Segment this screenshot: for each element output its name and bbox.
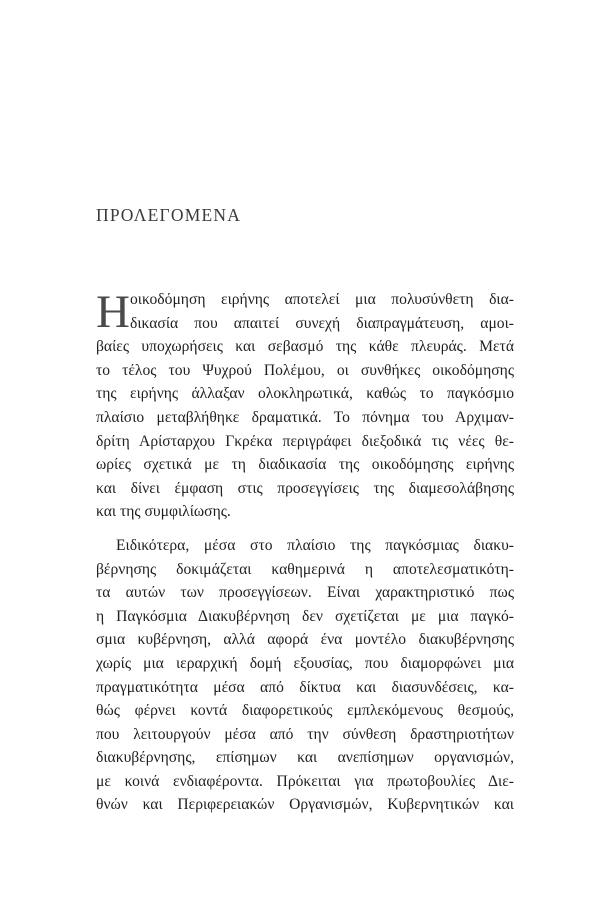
text-line: θνών και Περιφερειακών Οργανισμών, Κυβερνητικών και [96, 796, 514, 814]
text-line: πλαίσιο μεταβλήθηκε δραματικά. Το πόνημα του Αρχιμαν- [96, 408, 514, 426]
text-line: ωρίες σχετικά με τη διαδικασία της οικοδόμησης ειρήνης [96, 456, 514, 474]
chapter-heading: ΠΡΟΛΕΓΟΜΕΝΑ [96, 205, 242, 225]
text-line: σμια κυβέρνηση, αλλά αφορά ένα μοντέλο διακυβέρνησης [96, 631, 514, 649]
text-line: το τέλος του Ψυχρού Πολέμου, οι συνθήκες οικοδόμησης [96, 361, 514, 379]
text-line: θώς φέρνει κοντά διαφορετικούς εμπλεκόμενους θεσμούς, [96, 702, 514, 720]
text-line: οικοδόμηση ειρήνης αποτελεί μια πολυσύνθετη δια- [130, 291, 514, 308]
text-line: χωρίς μια ιεραρχική δομή εξουσίας, που διαμορφώνει μια [96, 654, 514, 672]
paragraph-1 [96, 288, 514, 524]
text-line: της ειρήνης άλλαξαν ολοκληρωτικά, καθώς το παγκόσμιο [96, 385, 514, 403]
text-line: δρίτη Αρίσταρχου Γκρέκα περιγράφει διεξοδικά τις νέες θε- [96, 432, 514, 450]
text-line: η Παγκόσμια Διακυβέρνηση δεν σχετίζεται με μια παγκό- [96, 607, 514, 625]
text-line: που λειτουργούν μέσα από την σύνθεση δραστηριοτήτων [96, 725, 514, 743]
text-line: τα αυτών των προσεγγίσεων. Είναι χαρακτηριστικό πως [96, 584, 514, 602]
text-line: πραγματικότητα μέσα από δίκτυα και διασυνδέσεις, κα- [96, 678, 514, 696]
text-line: και της συμφιλίωσης. [96, 503, 231, 521]
text-line: και δίνει έμφαση στις προσεγγίσεις της διαμεσολάβησης [96, 479, 514, 497]
drop-cap: Η [96, 286, 130, 338]
text-line: Ειδικότερα, μέσα στο πλαίσιο της παγκόσμιας διακυ- [116, 536, 514, 554]
body-text [96, 288, 514, 817]
paragraph-2 [96, 534, 514, 817]
text-line: με κοινά ενδιαφέροντα. Πρόκειται για πρωτοβουλίες Διε- [96, 772, 514, 790]
text-line: βέρνησης δοκιμάζεται καθημερινά η αποτελεσματικότη- [96, 560, 514, 578]
text-line: διακυβέρνησης, επίσημων και ανεπίσημων οργανισμών, [96, 749, 514, 767]
text-line: δικασία που απαιτεί συνεχή διαπραγμάτευση, αμοι- [130, 314, 514, 332]
text-line: βαίες υποχωρήσεις και σεβασμό της κάθε πλευράς. Μετά [96, 338, 514, 356]
